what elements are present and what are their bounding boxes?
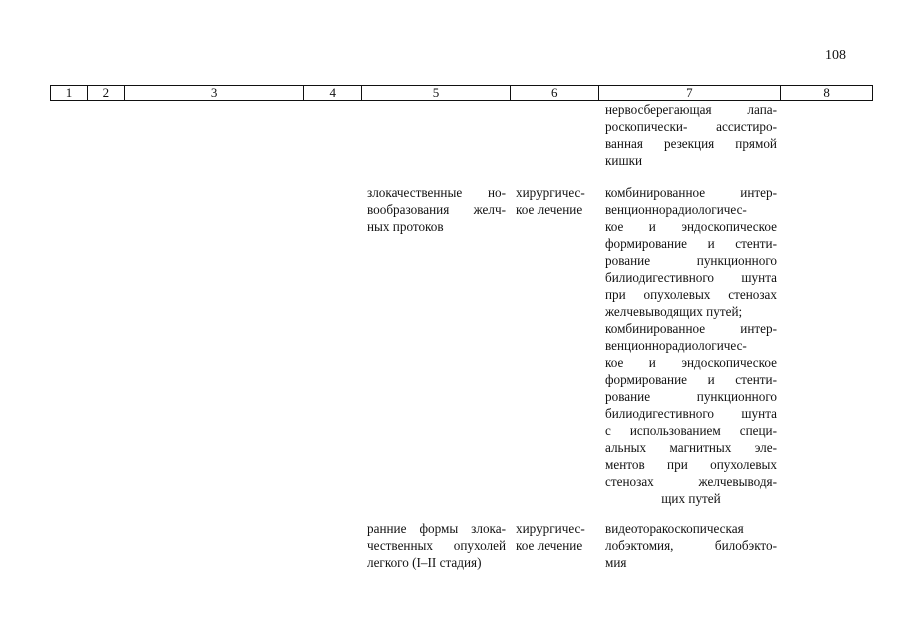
row1-method-line: венционнорадиологичес-	[605, 202, 747, 217]
row1-method-line: рование пункционного	[605, 389, 777, 404]
row1-method-line: комбинированное интер-	[605, 321, 777, 336]
header-col-5: 5	[362, 86, 511, 100]
row0-method-line: роскопически- ассистиро-	[605, 119, 777, 134]
page-number: 108	[825, 48, 846, 63]
row2-diagnosis-cell	[367, 520, 506, 571]
row1-method-line: щих путей	[661, 491, 721, 506]
row1-method-line: с использованием специ-	[605, 423, 777, 438]
row1-treatment-cell	[516, 184, 600, 218]
row0-method-cell	[605, 101, 777, 169]
row0-method-line: нервосберегающая лапа-	[605, 102, 777, 117]
row2-treatment-line: кое лечение	[516, 538, 583, 553]
header-col-2: 2	[88, 86, 125, 100]
row1-treatment-line: хирургичес-	[516, 185, 585, 200]
row1-method-line: стенозах желчевыводя-	[605, 474, 777, 489]
row1-method-line: билиодигестивного шунта	[605, 270, 777, 285]
row1-method-line: рование пункционного	[605, 253, 777, 268]
row2-method-line: лобэктомия, билобэкто-	[605, 538, 777, 553]
row1-method-line: билиодигестивного шунта	[605, 406, 777, 421]
row2-treatment-line: хирургичес-	[516, 521, 585, 536]
row2-diagnosis-line: ранние формы злока-	[367, 521, 506, 536]
header-col-4: 4	[304, 86, 362, 100]
row1-method-line: альных магнитных эле-	[605, 440, 777, 455]
row1-diagnosis-line: ных протоков	[367, 219, 444, 234]
row1-method-line: формирование и стенти-	[605, 372, 777, 387]
row1-method-line: ментов при опухолевых	[605, 457, 777, 472]
header-col-7: 7	[599, 86, 782, 100]
row1-diagnosis-line: злокачественные но-	[367, 185, 506, 200]
row2-treatment-cell	[516, 520, 600, 554]
row2-diagnosis-line: чественных опухолей	[367, 538, 506, 553]
row2-diagnosis-line: легкого (I–II стадия)	[367, 555, 482, 570]
header-col-8: 8	[823, 85, 830, 100]
header-col-6: 6	[511, 86, 599, 100]
row1-method-line: венционнорадиологичес-	[605, 338, 747, 353]
table-header-row	[50, 85, 873, 101]
row0-method-line: кишки	[605, 153, 643, 168]
row1-method-line: кое и эндоскопическое	[605, 219, 777, 234]
row1-method-line: формирование и стенти-	[605, 236, 777, 251]
row2-method-line: мия	[605, 555, 627, 570]
row1-method-cell	[605, 184, 777, 507]
row2-method-cell	[605, 520, 777, 571]
header-col-1: 1	[51, 86, 88, 100]
row0-method-line: ванная резекция прямой	[605, 136, 777, 151]
row1-diagnosis-cell	[367, 184, 506, 235]
header-col-3: 3	[125, 86, 305, 100]
row2-method-line: видеоторакоскопическая	[605, 521, 744, 536]
row1-method-line: комбинированное интер-	[605, 185, 777, 200]
row1-method-line: при опухолевых стенозах	[605, 287, 777, 302]
row1-method-line: кое и эндоскопическое	[605, 355, 777, 370]
row1-treatment-line: кое лечение	[516, 202, 583, 217]
row1-method-line: желчевыводящих путей;	[605, 304, 743, 319]
row1-diagnosis-line: вообразования желч-	[367, 202, 506, 217]
